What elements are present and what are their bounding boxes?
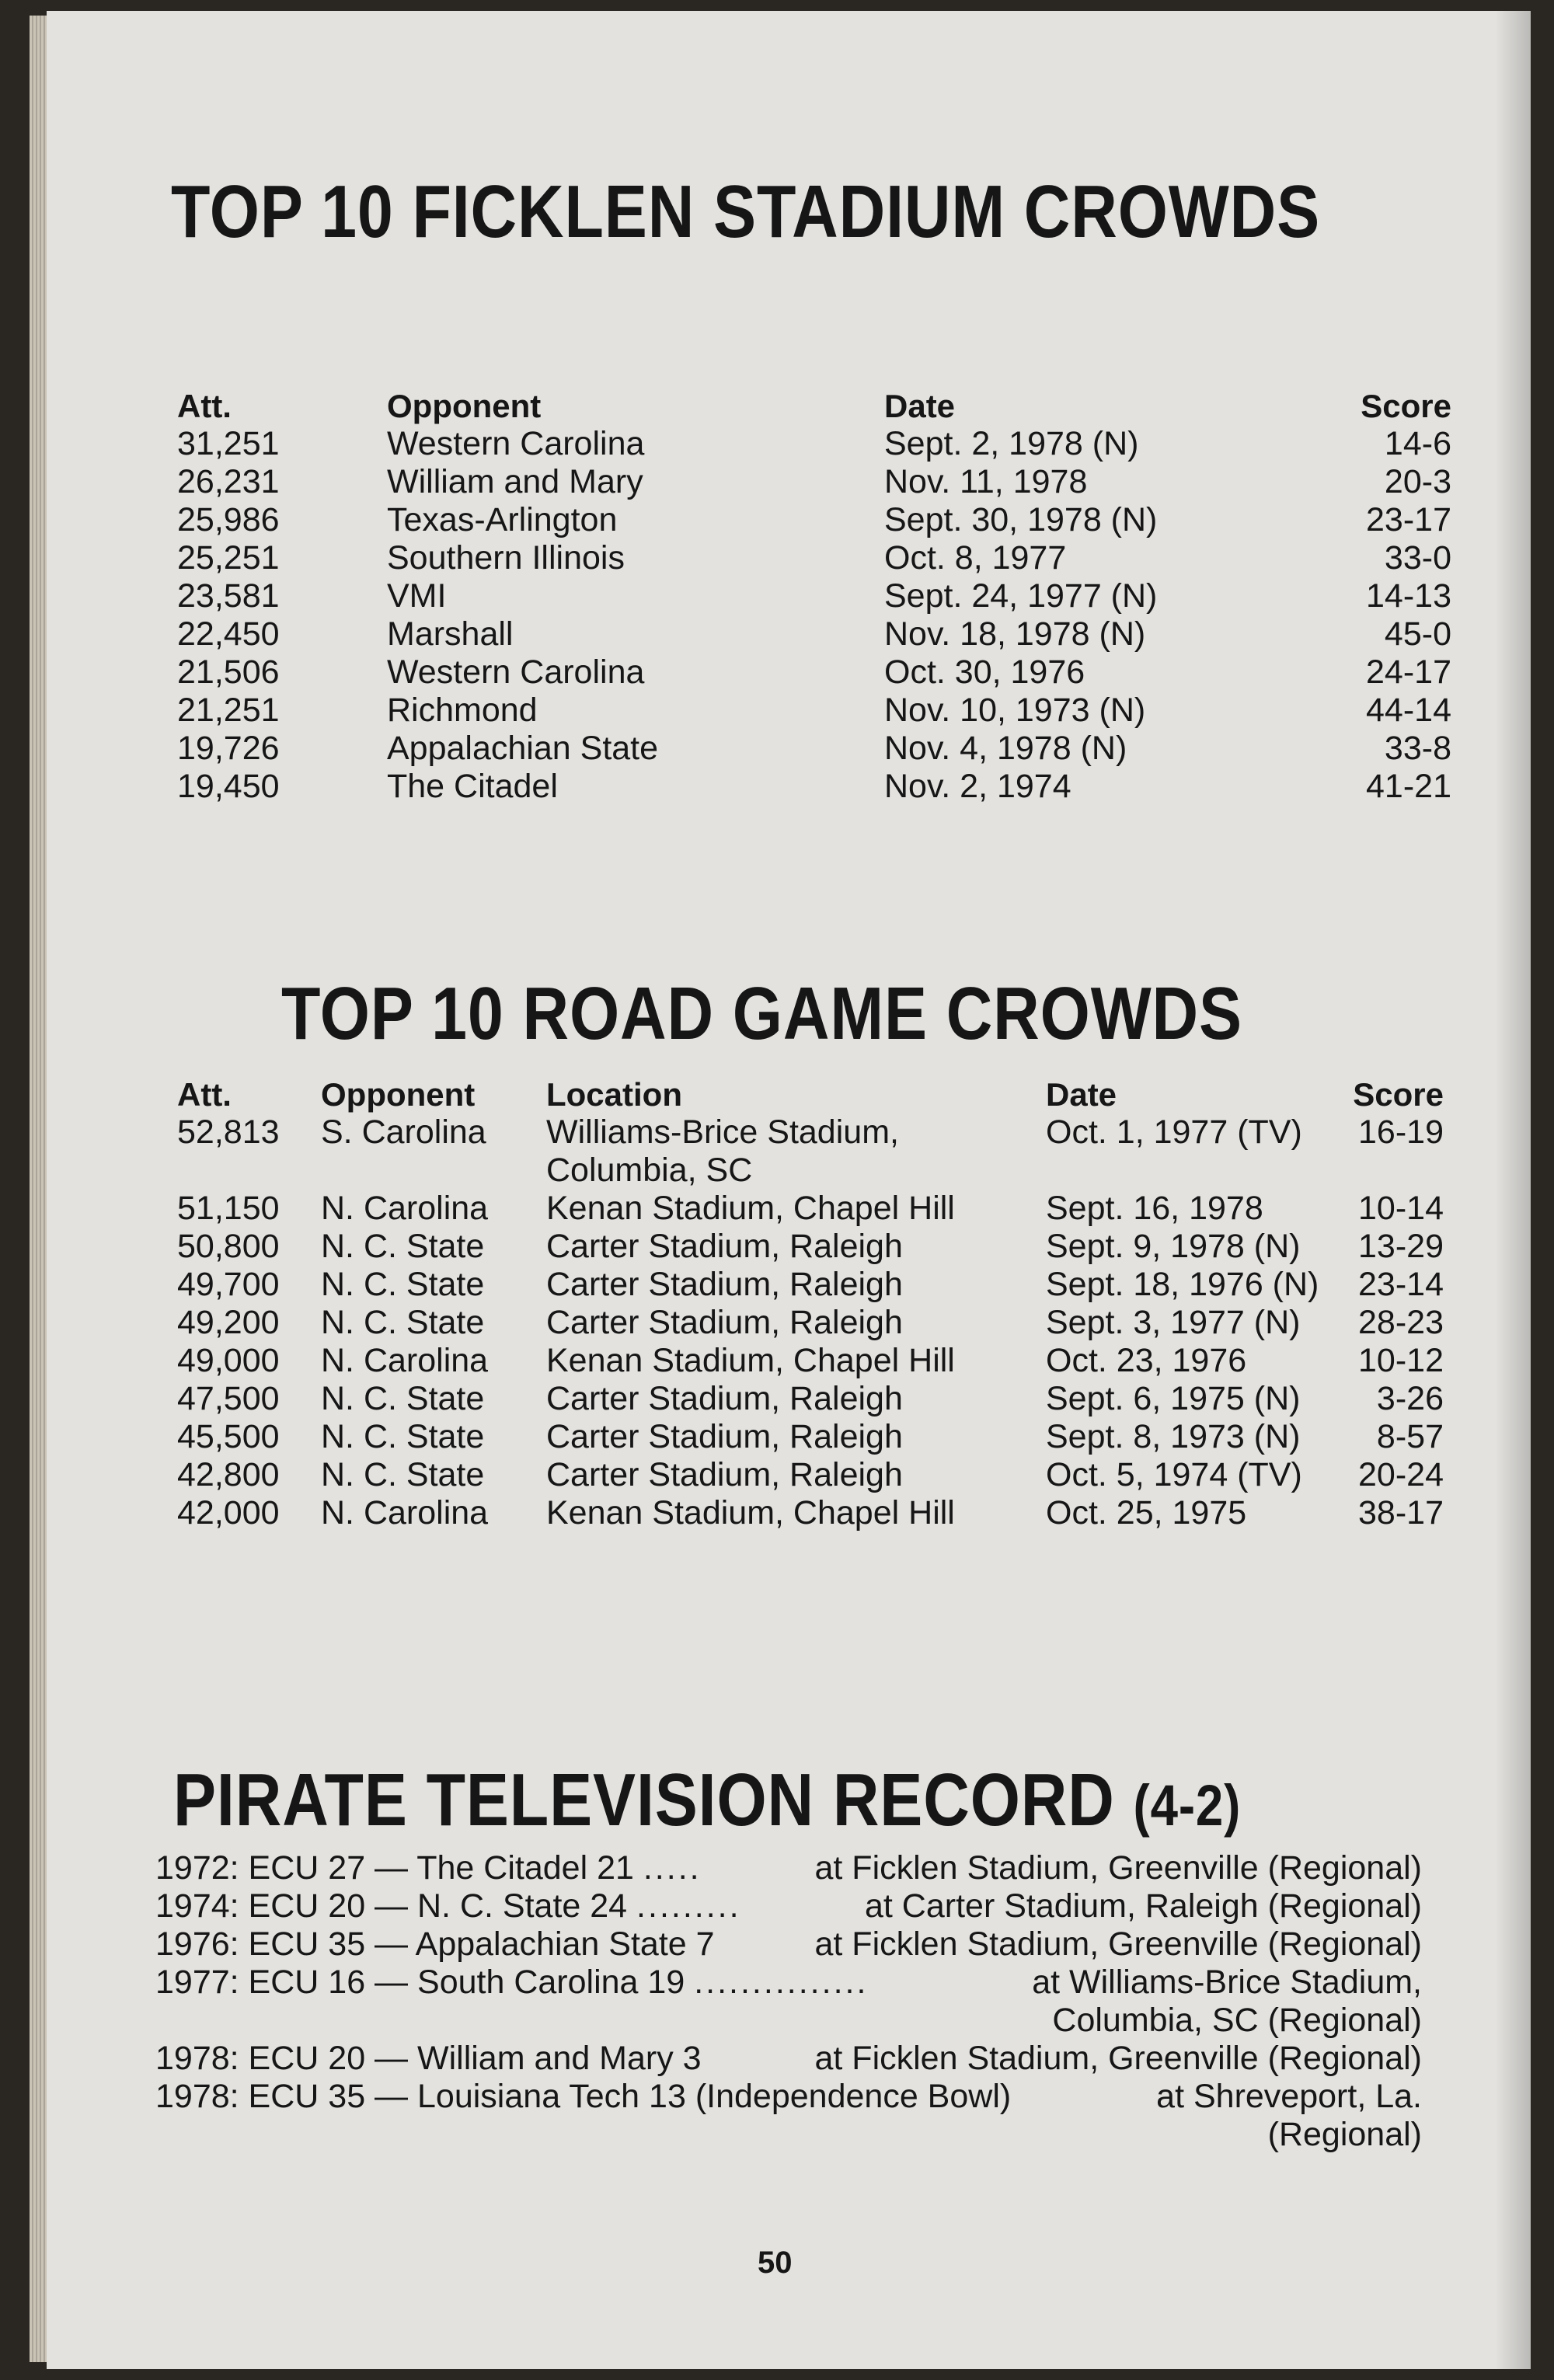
att-cell: 26,231 — [177, 463, 280, 500]
att-cell: 42,800 — [177, 1456, 280, 1493]
score-cell: 13-29 — [1358, 1228, 1444, 1265]
location-line: Carter Stadium, Raleigh — [546, 1228, 903, 1265]
att-cell: 22,450 — [177, 615, 280, 653]
table-row — [177, 1380, 1444, 1418]
att-cell: 45,500 — [177, 1418, 280, 1455]
tv-game-site: at Ficklen Stadium, Greenville (Regional) — [814, 1849, 1422, 1887]
location-cell — [546, 1304, 903, 1342]
tv-game-score: 1976: ECU 35 — Appalachian State 7 — [155, 1925, 715, 1963]
date-cell: Oct. 23, 1976 — [1046, 1342, 1247, 1379]
date-cell: Sept. 16, 1978 — [1046, 1190, 1263, 1227]
att-cell: 42,000 — [177, 1494, 280, 1531]
location-cell — [546, 1418, 903, 1456]
score-cell: 16-19 — [1358, 1113, 1444, 1151]
location-cell — [546, 1228, 903, 1266]
date-cell: Nov. 11, 1978 — [884, 463, 1088, 500]
tv-game-line — [155, 2078, 1422, 2116]
att-cell: 49,000 — [177, 1342, 280, 1379]
opponent-cell: N. Carolina — [321, 1494, 489, 1531]
location-line: Kenan Stadium, Chapel Hill — [546, 1190, 955, 1227]
location-cell — [546, 1190, 955, 1228]
date-cell: Sept. 2, 1978 (N) — [884, 425, 1139, 462]
tv-game-score: 1978: ECU 35 — Louisiana Tech 13 (Independence Bowl) — [155, 2078, 1012, 2115]
tv-game-line — [155, 1887, 1422, 1925]
opponent-cell: Appalachian State — [387, 730, 659, 767]
location-cell — [546, 1113, 899, 1190]
tv-game-result — [155, 1887, 741, 1925]
opponent-cell: N. C. State — [321, 1380, 485, 1417]
tv-record-count: (4-2) — [1133, 1773, 1242, 1838]
opponent-cell: Texas-Arlington — [387, 501, 618, 538]
att-cell: 21,506 — [177, 653, 280, 691]
opponent-cell: N. C. State — [321, 1456, 485, 1493]
tv-game-site-cont: (Regional) — [1267, 2116, 1422, 2153]
table-row — [177, 653, 1451, 692]
tv-game-result — [155, 2078, 1011, 2115]
tv-game-dots: ......... — [636, 1887, 741, 1925]
location-cell — [546, 1380, 903, 1418]
date-cell: Oct. 30, 1976 — [884, 653, 1085, 691]
att-cell: 19,726 — [177, 730, 280, 767]
att-cell: 50,800 — [177, 1228, 280, 1265]
tv-game-line — [155, 1964, 1422, 2002]
table-row — [177, 501, 1451, 539]
date-cell: Sept. 3, 1977 (N) — [1046, 1304, 1301, 1341]
score-cell: 23-17 — [1366, 501, 1451, 538]
tv-game-line — [155, 1849, 1422, 1887]
opponent-cell: N. C. State — [321, 1418, 485, 1455]
score-cell: 24-17 — [1366, 653, 1451, 691]
opponent-cell: The Citadel — [387, 768, 558, 805]
date-cell: Sept. 9, 1978 (N) — [1046, 1228, 1301, 1265]
tv-game-entry — [155, 1887, 1422, 1925]
tv-game-line — [155, 1925, 1422, 1964]
score-cell: 44-14 — [1366, 692, 1451, 729]
opponent-cell: N. C. State — [321, 1266, 485, 1303]
opponent-cell: N. Carolina — [321, 1342, 489, 1379]
tv-game-result — [155, 2040, 702, 2077]
location-line: Carter Stadium, Raleigh — [546, 1418, 903, 1455]
table-row — [177, 1190, 1444, 1228]
opponent-cell: William and Mary — [387, 463, 643, 500]
date-cell: Nov. 2, 1974 — [884, 768, 1071, 805]
tv-record-list — [155, 1849, 1422, 2154]
tv-game-entry — [155, 2078, 1422, 2154]
att-cell: 25,986 — [177, 501, 280, 538]
tv-game-entry — [155, 1849, 1422, 1887]
road-crowds-table — [177, 1075, 1444, 1532]
att-cell: 49,200 — [177, 1304, 280, 1341]
score-cell: 3-26 — [1376, 1380, 1444, 1417]
date-cell: Nov. 10, 1973 (N) — [884, 692, 1146, 729]
page-spine-shadow — [1495, 11, 1531, 2369]
date-cell: Sept. 30, 1978 (N) — [884, 501, 1158, 538]
tv-game-result — [155, 1849, 702, 1887]
score-cell: 45-0 — [1384, 615, 1451, 653]
tv-record-title — [173, 1758, 1241, 1843]
header-opponent: Opponent — [387, 388, 542, 424]
tv-game-score: 1974: ECU 20 — N. C. State 24 — [155, 1887, 628, 1925]
location-line: Carter Stadium, Raleigh — [546, 1380, 903, 1417]
tv-game-site: at Ficklen Stadium, Greenville (Regional) — [814, 2040, 1422, 2077]
table-row — [177, 1456, 1444, 1494]
date-cell: Sept. 6, 1975 (N) — [1046, 1380, 1301, 1417]
page-number: 50 — [758, 2246, 793, 2280]
att-cell: 51,150 — [177, 1190, 280, 1227]
location-cell — [546, 1342, 955, 1380]
score-cell: 8-57 — [1376, 1418, 1444, 1455]
score-cell: 41-21 — [1366, 768, 1451, 805]
location-line: Williams-Brice Stadium, — [546, 1113, 899, 1151]
tv-game-score: 1972: ECU 27 — The Citadel 21 — [155, 1849, 634, 1887]
tv-game-result — [155, 1925, 715, 1963]
location-cell — [546, 1456, 903, 1494]
date-cell: Oct. 5, 1974 (TV) — [1046, 1456, 1302, 1493]
opponent-cell: VMI — [387, 577, 447, 615]
table-header — [177, 387, 1451, 425]
tv-game-score: 1978: ECU 20 — William and Mary 3 — [155, 2040, 702, 2077]
att-cell: 47,500 — [177, 1380, 280, 1417]
tv-game-entry — [155, 1964, 1422, 2040]
att-cell: 52,813 — [177, 1113, 280, 1151]
score-cell: 28-23 — [1358, 1304, 1444, 1341]
date-cell: Nov. 18, 1978 (N) — [884, 615, 1146, 653]
location-line: Kenan Stadium, Chapel Hill — [546, 1342, 955, 1379]
ficklen-crowds-title: TOP 10 FICKLEN STADIUM CROWDS — [171, 170, 1321, 253]
opponent-cell: Southern Illinois — [387, 539, 625, 577]
score-cell: 14-13 — [1366, 577, 1451, 615]
att-cell: 19,450 — [177, 768, 280, 805]
tv-game-entry — [155, 1925, 1422, 1964]
opponent-cell: Marshall — [387, 615, 514, 653]
opponent-cell: S. Carolina — [321, 1113, 486, 1151]
date-cell: Oct. 25, 1975 — [1046, 1494, 1247, 1531]
tv-game-score: 1977: ECU 16 — South Carolina 19 — [155, 1964, 685, 2001]
tv-game-site: at Carter Stadium, Raleigh (Regional) — [865, 1887, 1422, 1925]
table-row — [177, 692, 1451, 730]
opponent-cell: Western Carolina — [387, 653, 645, 691]
score-cell: 20-3 — [1384, 463, 1451, 500]
header-att: Att. — [177, 388, 232, 424]
table-row — [177, 1266, 1444, 1304]
location-cell — [546, 1494, 955, 1532]
opponent-cell: N. C. State — [321, 1228, 485, 1265]
tv-game-line — [155, 2040, 1422, 2078]
att-cell: 21,251 — [177, 692, 280, 729]
date-cell: Sept. 8, 1973 (N) — [1046, 1418, 1301, 1455]
score-cell: 33-8 — [1384, 730, 1451, 767]
header-opponent: Opponent — [321, 1076, 476, 1113]
header-date: Date — [884, 388, 956, 424]
location-line: Carter Stadium, Raleigh — [546, 1304, 903, 1341]
ficklen-crowds-table — [177, 387, 1451, 806]
location-line: Kenan Stadium, Chapel Hill — [546, 1494, 955, 1531]
header-score: Score — [1361, 388, 1451, 424]
att-cell: 49,700 — [177, 1266, 280, 1303]
date-cell: Sept. 24, 1977 (N) — [884, 577, 1158, 615]
table-row — [177, 1494, 1444, 1532]
header-score: Score — [1353, 1076, 1444, 1113]
tv-record-title-text: PIRATE TELEVISION RECORD — [173, 1758, 1115, 1842]
opponent-cell: Western Carolina — [387, 425, 645, 462]
table-row — [177, 1228, 1444, 1266]
tv-game-dots: ..... — [643, 1849, 702, 1887]
att-cell: 31,251 — [177, 425, 280, 462]
att-cell: 25,251 — [177, 539, 280, 577]
score-cell: 33-0 — [1384, 539, 1451, 577]
header-date: Date — [1046, 1076, 1117, 1113]
table-row — [177, 425, 1451, 463]
score-cell: 10-12 — [1358, 1342, 1444, 1379]
tv-game-result — [155, 1964, 868, 2001]
opponent-cell: N. Carolina — [321, 1190, 489, 1227]
score-cell: 14-6 — [1384, 425, 1451, 462]
opponent-cell: N. C. State — [321, 1304, 485, 1341]
date-cell: Sept. 18, 1976 (N) — [1046, 1266, 1319, 1303]
table-row — [177, 768, 1451, 806]
table-row — [177, 1418, 1444, 1456]
score-cell: 23-14 — [1358, 1266, 1444, 1303]
tv-game-site-cont: Columbia, SC (Regional) — [1052, 2002, 1422, 2039]
table-row — [177, 1113, 1444, 1190]
location-cell — [546, 1266, 903, 1304]
date-cell: Nov. 4, 1978 (N) — [884, 730, 1127, 767]
tv-game-site: at Ficklen Stadium, Greenville (Regional) — [814, 1925, 1422, 1963]
table-row — [177, 615, 1451, 653]
table-row — [177, 539, 1451, 577]
tv-game-entry — [155, 2040, 1422, 2078]
table-row — [177, 730, 1451, 768]
att-cell: 23,581 — [177, 577, 280, 615]
tv-game-dots: ............... — [694, 1964, 869, 2001]
score-cell: 20-24 — [1358, 1456, 1444, 1493]
date-cell: Oct. 1, 1977 (TV) — [1046, 1113, 1302, 1151]
table-row — [177, 1304, 1444, 1342]
location-line: Carter Stadium, Raleigh — [546, 1266, 903, 1303]
road-crowds-title: TOP 10 ROAD GAME CROWDS — [281, 972, 1242, 1055]
header-att: Att. — [177, 1076, 232, 1113]
table-row — [177, 463, 1451, 501]
score-cell: 38-17 — [1358, 1494, 1444, 1531]
table-row — [177, 577, 1451, 615]
tv-game-site: at Shreveport, La. — [1156, 2078, 1422, 2115]
location-line: Carter Stadium, Raleigh — [546, 1456, 903, 1493]
table-header — [177, 1075, 1444, 1113]
location-line-2: Columbia, SC — [546, 1152, 753, 1189]
opponent-cell: Richmond — [387, 692, 538, 729]
date-cell: Oct. 8, 1977 — [884, 539, 1067, 577]
header-location: Location — [546, 1076, 682, 1113]
table-row — [177, 1342, 1444, 1380]
tv-game-site: at Williams-Brice Stadium, — [1032, 1964, 1422, 2001]
score-cell: 10-14 — [1358, 1190, 1444, 1227]
